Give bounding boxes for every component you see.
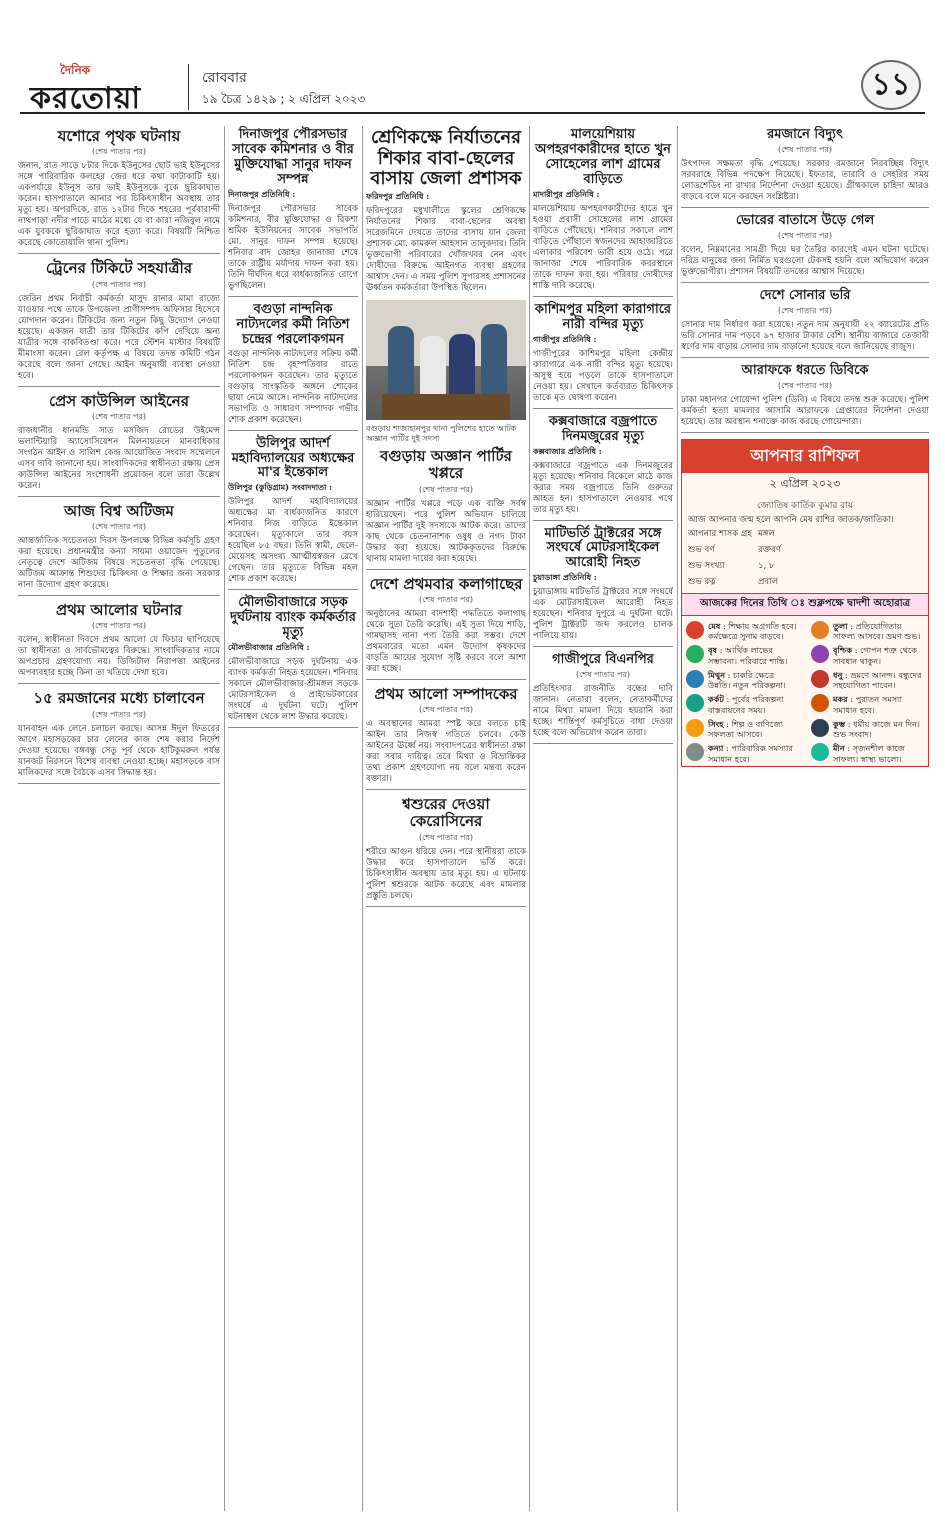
continued-note: (শেষ পাতার পর) bbox=[777, 144, 833, 154]
zodiac-reading: ধর্মীয় কাজে মন দিন। শুভ সংবাদ। bbox=[833, 718, 920, 739]
article-body: এ অবস্থানের আমরা স্পষ্ট করে বলতে চাই আইন তার নিজস্ব গতিতে চলবে। কেউ আইনের ঊর্ধ্বে নয়। সংবাদপত্রের স্বাধীনতা রক্ষা করা সবার দায়িত্ব। তবে মিথ্যা ও বিভ্রান্তিকর তথ্য প্রকাশ গ্রহণযোগ্য নয় বলে মন্তব্য করেন বক্তারা। bbox=[366, 719, 526, 785]
zodiac-icon bbox=[686, 621, 704, 639]
continued-note: (শেষ পাতার পর) bbox=[91, 279, 147, 289]
article-headline[interactable]: শ্বশুরের দেওয়া কেরোসিনের bbox=[402, 795, 490, 831]
zodiac-icon bbox=[811, 621, 829, 639]
horoscope-key: আপনার শাসক গ্রহ bbox=[688, 528, 752, 539]
column-1 bbox=[18, 126, 220, 1511]
article-rule bbox=[533, 646, 673, 647]
zodiac-entry bbox=[686, 670, 799, 691]
article[interactable] bbox=[681, 364, 929, 433]
zodiac-text: মীন : সৃজনশীল কাজে সাফল্য। স্বাস্থ্য ভালো। bbox=[833, 743, 905, 764]
zodiac-text: বৃশ্চিক : গোপন শত্রু থেকে সাবধান থাকুন। bbox=[833, 645, 918, 666]
continued-note: (শেষ পাতার পর) bbox=[575, 670, 631, 680]
article-body: বলেন, নিম্নমানের সামগ্রী দিয়ে ঘর তৈরির কারণেই এমন ঘটনা ঘটেছে। দরিদ্র মানুষের জন্য নির্মিত ঘরগুলো টেকসই হয়নি বলে অভিযোগ করেন ভুক্তভোগীরা। প্রশাসন বিষয়টি তদন্তের আশ্বাস দিয়েছে। bbox=[681, 244, 929, 277]
news-photo bbox=[366, 300, 526, 420]
article-headline[interactable]: ১৫ রমজানের মধ্যে চালাবেন bbox=[33, 689, 205, 708]
continued-note: (শেষ পাতার পর) bbox=[91, 411, 147, 421]
horoscope-value: মঙ্গল bbox=[758, 528, 775, 539]
zodiac-name: মকর bbox=[833, 694, 848, 705]
continued-note: (শেষ পাতার পর) bbox=[91, 709, 147, 719]
horoscope-key: শুভ সংখ্যা bbox=[688, 560, 725, 571]
zodiac-icon bbox=[686, 719, 704, 737]
article-byline: কক্সবাজার প্রতিনিধি : bbox=[533, 445, 602, 456]
article-headline[interactable]: কক্সবাজারে বজ্রপাতে দিনমজুরের মৃত্যু bbox=[548, 413, 658, 444]
masthead bbox=[20, 58, 925, 114]
column-4 bbox=[533, 126, 673, 1511]
continued-note: (শেষ পাতার পর) bbox=[418, 594, 474, 604]
column-5 bbox=[681, 126, 929, 1511]
column-divider bbox=[529, 126, 530, 1511]
page-number-badge: ১১ bbox=[861, 60, 921, 110]
article[interactable] bbox=[681, 214, 929, 283]
horoscope-value: রক্তবর্ণ bbox=[758, 544, 782, 555]
zodiac-icon bbox=[811, 719, 829, 737]
article[interactable] bbox=[228, 437, 358, 591]
zodiac-name: সিংহ bbox=[708, 718, 724, 729]
zodiac-entry bbox=[811, 670, 924, 691]
article-rule bbox=[228, 589, 358, 590]
article-headline[interactable]: মালয়েশিয়ায় অপহরণকারীদের হাতে খুন সোহেলের লাশ গ্রামের বাড়িতে bbox=[535, 127, 671, 187]
article[interactable] bbox=[366, 448, 526, 570]
article-headline[interactable]: প্রথম আলো সম্পাদকের bbox=[374, 684, 518, 703]
zodiac-entry bbox=[811, 694, 924, 715]
zodiac-entry bbox=[686, 743, 799, 764]
logo-name: করতোয়া bbox=[30, 81, 142, 116]
continued-note: (শেষ পাতার পর) bbox=[91, 147, 147, 157]
article-body: প্রতিহিংসার রাজনীতি বন্ধের দাবি জানান। নেতারা বলেন, নেতাকর্মীদের নামে মিথ্যা মামলা দিয়ে হয়রানি করা হচ্ছে। শান্তিপূর্ণ কর্মসূচিতে বাধা দেওয়া হচ্ছে বলে অভিযোগ করেন তারা। bbox=[533, 684, 673, 739]
article-headline[interactable]: মৌলভীবাজারে সড়ক দুর্ঘটনায় ব্যাংক কর্মকর্তার মৃত্যু bbox=[230, 595, 356, 641]
zodiac-entry bbox=[686, 694, 799, 715]
article-body: অনুষ্ঠানের আমরা বাদশাহী পদ্ধতিতে কলাগাছ থেকে সুতা তৈরি করেছি। এই সুতা দিয়ে শাড়ি, গামছাসহ নানা পণ্য তৈরি করা সম্ভব। দেশে প্রথমবারের মতো এমন উদ্যোগ কৃষকদের বাড়তি আয়ের সুযোগ সৃষ্টি করবে বলে আশা করা হচ্ছে। bbox=[366, 608, 526, 674]
horoscope-author: জ্যোতিষ কার্তিক কুমার রায় bbox=[756, 500, 854, 511]
article[interactable] bbox=[18, 393, 220, 497]
zodiac-icon bbox=[686, 670, 704, 688]
article-byline: গাজীপুর প্রতিনিধি : bbox=[533, 333, 597, 344]
article-rule bbox=[18, 253, 220, 254]
zodiac-text: বৃষ : আর্থিক লাভের সম্ভাবনা। পরিবারে শান্তি। bbox=[708, 645, 788, 666]
article-rule bbox=[681, 357, 929, 358]
article[interactable] bbox=[228, 128, 358, 297]
horoscope-date: ২ এপ্রিল ২০২৩ bbox=[769, 476, 841, 490]
horoscope-value: প্রবাল bbox=[758, 576, 779, 587]
zodiac-text: সিংহ : শিল্প ও বাণিজ্যে সফলতা আসবে। bbox=[708, 718, 784, 739]
article[interactable] bbox=[18, 128, 220, 254]
continued-note: (শেষ পাতার পর) bbox=[418, 832, 474, 842]
lead-byline: ফরিদপুর প্রতিনিধি : bbox=[366, 191, 430, 202]
photo-caption: বগুড়ায় শাজাহানপুর থানা পুলিশের হাতে আটক অজ্ঞান পার্টির দুই সদস্য bbox=[366, 424, 517, 444]
horoscope-key: শুভ বর্ণ bbox=[688, 544, 715, 555]
article[interactable] bbox=[18, 690, 220, 783]
zodiac-name: মেষ bbox=[708, 620, 721, 631]
article-rule bbox=[366, 789, 526, 790]
article-body: আন্তর্জাতিক সচেতনতা দিবস উপলক্ষে বিভিন্ন কর্মসূচি গ্রহণ করা হয়েছে। প্রধানমন্ত্রীর কন্যা সায়মা ওয়াজেদ পুতুলের নেতৃত্বে দেশে অটিজম বিষয়ে সচেতনতা বৃদ্ধি পেয়েছে। অটিজম আক্রান্ত শিশুদের চিকিৎসা ও শিক্ষার জন্য সরকার নানা উদ্যোগ গ্রহণ করেছে। bbox=[18, 536, 220, 590]
zodiac-icon bbox=[811, 694, 829, 712]
article-rule bbox=[533, 743, 673, 744]
article[interactable] bbox=[228, 596, 358, 728]
horoscope-key: শুভ রত্ন bbox=[688, 576, 716, 587]
article-headline[interactable]: আরাফকে ধরতে ডিবিকে bbox=[741, 362, 869, 378]
article-body: কক্সবাজারে বজ্রপাতে এক দিনমজুরের মৃত্যু হয়েছে। শনিবার বিকেলে মাঠে কাজ করার সময় বজ্রপাতে তিনি গুরুতর আহত হন। হাসপাতালে নেওয়ার পথে তার মৃত্যু হয়। bbox=[533, 460, 673, 515]
article-rule bbox=[228, 430, 358, 431]
article-headline[interactable]: রমজানে বিদ্যুৎ bbox=[767, 127, 843, 142]
horoscope-value: ১, ৮ bbox=[758, 560, 775, 571]
zodiac-entry bbox=[811, 719, 924, 740]
newspaper-logo[interactable] bbox=[30, 62, 180, 116]
zodiac-text: মিথুন : চাকরি ক্ষেত্রে উন্নতি। নতুন পরিকল্পনা। bbox=[708, 669, 786, 690]
article-rule bbox=[18, 496, 220, 497]
horoscope-row bbox=[682, 542, 928, 558]
zodiac-reading: শিক্ষায় অগ্রগতি হবে। কর্মক্ষেত্রে সুনাম বাড়বে। bbox=[708, 620, 797, 641]
horoscope-row bbox=[682, 574, 928, 590]
zodiac-entry bbox=[686, 645, 799, 666]
lead-body: ফরিদপুরের মধুখালীতে স্কুলের শ্রেণিকক্ষে নির্যাতনের শিকার বাবা-ছেলের অবস্থা সরেজমিনে দেখতে তাদের বাসায় যান জেলা প্রশাসক মো. কামরুল আহসান তালুকদার। তিনি ভুক্তভোগী পরিবারের খোঁজখবর নেন এবং দোষীদের বিরুদ্ধে আইনগত ব্যবস্থা গ্রহণের আশ্বাস দেন। এ সময় পুলিশ সুপারসহ প্রশাসনের ঊর্ধ্বতন কর্মকর্তারা উপস্থিত ছিলেন। bbox=[366, 206, 526, 294]
continued-note: (শেষ পাতার পর) bbox=[777, 230, 833, 240]
article-body: শরীরে আগুন ধরিয়ে দেন। পরে স্থানীয়রা তাকে উদ্ধার করে হাসপাতালে ভর্তি করে। চিকিৎসাধীন অবস্থায় তার মৃত্যু হয়। এ ঘটনায় পুলিশ শ্বশুরকে আটক করেছে এবং মামলার প্রস্তুতি চলছে। bbox=[366, 846, 526, 901]
article-body: জনান, রাত সাড়ে ৮টার দিকে ইউনুসের ছোট ভাই ইউনুসের সঙ্গে পারিবারিক কলহের জের ধরে কথা কাটাকাটি হয়। একপর্যায়ে ইউনুস তার ভাই ইউনুসকে বুকে ছুরিকাঘাত করেন। হাসপাতালে আনার পর চিকিৎসাধীন অবস্থায় তার মৃত্যু হয়। অপরদিকে, রাত ১২টার দিকে শহরের পূর্ববারান্দী নাথপাড়া নদীর পাড়ে মাঠের মধ্যে যে বা কারা নজিবুল নামে এক যুবককে ছুরিকাঘাত করে হত্যা করে। বিষয়টি নিশ্চিত করেছে কোতোয়ালি থানা পুলিশ। bbox=[18, 161, 220, 249]
zodiac-reading: চাকরি ক্ষেত্রে উন্নতি। নতুন পরিকল্পনা। bbox=[708, 669, 786, 690]
zodiac-entry bbox=[686, 719, 799, 740]
horoscope-header: আপনার রাশিফল bbox=[682, 440, 928, 473]
continued-note: (শেষ পাতার পর) bbox=[418, 484, 474, 494]
zodiac-icon bbox=[811, 743, 829, 761]
article-byline: মৌলভীবাজার প্রতিনিধি : bbox=[228, 642, 310, 653]
article-body: যানবাহন এক লেনে চলাচল করছে। আসন্ন ঈদুল ফিতরের আগে মহাসড়কের চার লেনের কাজ শেষ করার নির্দেশ দেওয়া হয়েছে। বঙ্গবন্ধু সেতু পূর্ব থেকে হাটিকুমরুল পর্যন্ত যানজট নিরসনে বিশেষ ব্যবস্থা নেওয়া হচ্ছে। মহাসড়কে বাস মালিকদের সঙ্গে বৈঠকে এসব সিদ্ধান্ত হয়। bbox=[18, 723, 220, 778]
continued-note: (শেষ পাতার পর) bbox=[777, 305, 833, 315]
zodiac-reading: সৃজনশীল কাজে সাফল্য। স্বাস্থ্য ভালো। bbox=[833, 743, 905, 764]
continued-note: (শেষ পাতার পর) bbox=[777, 380, 833, 390]
zodiac-text: কুম্ভ : ধর্মীয় কাজে মন দিন। শুভ সংবাদ। bbox=[833, 718, 920, 739]
article-body: রাজধানীর ধানমন্ডি সাত মসজিদ রোডের উইমেন্স ভলান্টিয়ারি অ্যাসোসিয়েশন মিলনায়তনে মানবাধিকার সংগঠন আইন ও সালিশ কেন্দ্র আয়োজিত সংবাদ সম্মেলনে এসব দাবি জানানো হয়। সাংবাদিকদের স্বাধীনতা রক্ষায় প্রেস কাউন্সিল আইনের সংশোধনী প্রয়োজন বলে তারা উল্লেখ করেন। bbox=[18, 425, 220, 491]
article-rule bbox=[18, 783, 220, 784]
article-rule bbox=[681, 432, 929, 433]
column-3 bbox=[366, 126, 526, 1511]
zodiac-entry bbox=[811, 645, 924, 666]
article[interactable] bbox=[366, 796, 526, 907]
zodiac-entry bbox=[811, 621, 924, 642]
article[interactable] bbox=[533, 527, 673, 648]
article-rule bbox=[366, 906, 526, 907]
zodiac-icon bbox=[686, 743, 704, 761]
masthead-day: রোববার bbox=[202, 70, 247, 86]
zodiac-text: ধনু : ভ্রমণে আনন্দ। বন্ধুদের সহযোগিতা পাবেন। bbox=[833, 669, 922, 690]
article[interactable] bbox=[18, 260, 220, 386]
zodiac-icon bbox=[686, 694, 704, 712]
article-body: বগুড়া নান্দনিক নাট্যদলের সক্রিয় কর্মী নিতিশ চন্দ্র বৃহস্পতিবার রাতে পরলোকগমন করেছেন। তার মৃত্যুতে বগুড়ার সাংস্কৃতিক অঙ্গনে শোকের ছায়া নেমে আসে। নান্দনিক নাট্যদলের সভাপতি ও সাধারণ সম্পাদক গভীর শোক প্রকাশ করেছেন। bbox=[228, 348, 358, 425]
zodiac-icon bbox=[811, 645, 829, 663]
horoscope-row bbox=[682, 526, 928, 542]
horoscope-intro: আজ আপনার জন্ম হলে আপনি মেষ রাশির জাতক/জাতিকা। bbox=[688, 514, 894, 525]
zodiac-icon bbox=[686, 645, 704, 663]
article-body: ঢাকা মহানগর গোয়েন্দা পুলিশ (ডিবি) এ বিষয়ে তদন্ত শুরু করেছে। পুলিশ কর্মকর্তা হত্যা মামলার আসামি আরাফকে গ্রেপ্তারের নির্দেশনা দেওয়া হয়েছে। তার অবস্থান শনাক্তে কাজ করছে গোয়েন্দারা। bbox=[681, 394, 929, 427]
article-rule bbox=[366, 679, 526, 680]
continued-note: (শেষ পাতার পর) bbox=[418, 705, 474, 715]
article-rule bbox=[228, 296, 358, 297]
zodiac-reading: পূর্বের পরিকল্পনা বাস্তবায়নের সময়। bbox=[708, 694, 784, 715]
article-byline: উলিপুর (কুড়িগ্রাম) সংবাদদাতা : bbox=[228, 482, 333, 493]
zodiac-text: মকর : পুরাতন সমস্যা সমাধান হবে। bbox=[833, 694, 902, 715]
column-divider bbox=[224, 126, 225, 1511]
article[interactable] bbox=[533, 303, 673, 409]
zodiac-reading: পারিবারিক সমস্যার সমাধান হবে। bbox=[708, 743, 793, 764]
zodiac-name: ধনু bbox=[833, 669, 843, 680]
zodiac-name: মিথুন bbox=[708, 669, 726, 680]
zodiac-entry bbox=[811, 743, 924, 764]
article-body: চুয়াডাঙ্গায় মাটিভর্তি ট্রাক্টরের সঙ্গে সংঘর্ষে এক মোটরসাইকেল আরোহী নিহত হয়েছেন। শনিবার দুপুরে এ দুর্ঘটনা ঘটে। পুলিশ ট্রাক্টরটি জব্দ করলেও চালক পালিয়ে যায়। bbox=[533, 587, 673, 642]
article[interactable] bbox=[681, 128, 929, 208]
zodiac-text: কন্যা : পারিবারিক সমস্যার সমাধান হবে। bbox=[708, 743, 793, 764]
zodiac-icon bbox=[811, 670, 829, 688]
article-rule bbox=[533, 520, 673, 521]
article-headline[interactable]: ভোরের বাতাসে উড়ে গেল bbox=[735, 212, 875, 228]
article-headline[interactable]: আজ বিশ্ব অটিজম bbox=[64, 501, 174, 520]
horoscope-box bbox=[681, 439, 929, 767]
article-body: জেরিন প্রথম নির্বাচী কর্মকর্তা মাসুদ রানার মামা রাজ্যে যাওয়ার পথে তাকে উপজেলা প্রাণীসম্পদ অফিসার হিসেবে যোগদান করেন। টিকিটের জন্য নতুন কিছু উদ্যোগ নেওয়া হয়েছে। একজন যাত্রী তার টিকিটের কপি দেখিয়ে অন্য যাত্রীর সঙ্গে বাকবিতণ্ডা করে। পরে স্টেশন মাস্টার বিষয়টি মীমাংসা করেন। রেল কর্তৃপক্ষ এ বিষয়ে তদন্ত কমিটি গঠন করেছে বলে জানা গেছে। আইন অনুযায়ী ব্যবস্থা নেওয়া হবে। bbox=[18, 293, 220, 381]
article-headline[interactable]: ট্রেনের টিকিটে সহযাত্রীর bbox=[45, 259, 193, 278]
lead-headline[interactable]: শ্রেণিকক্ষে নির্যাতনের শিকার বাবা-ছেলের বাসায় জেলা প্রশাসক bbox=[370, 127, 522, 190]
tithi-line: আজকের দিনের তিথি ঃ শুক্লপক্ষে দ্বাদশী অহোরাত্র bbox=[682, 593, 928, 616]
article-headline[interactable]: দেশে সোনার ভরি bbox=[759, 287, 851, 303]
article-rule bbox=[533, 296, 673, 297]
article-body: গাজীপুরের কাশিমপুর মহিলা কেন্দ্রীয় কারাগারে এক নারী বন্দির মৃত্যু হয়েছে। অসুস্থ হয়ে পড়লে তাকে হাসপাতালে নেওয়া হয়। সেখানে কর্তব্যরত চিকিৎসক তাকে মৃত ঘোষণা করেন। bbox=[533, 348, 673, 403]
article-rule bbox=[18, 595, 220, 596]
article-headline[interactable]: মাটিভর্তি ট্রাক্টরের সঙ্গে সংঘর্ষে মোটরসাইকেল আরোহী নিহত bbox=[544, 525, 662, 571]
article-body: অজ্ঞান পার্টির খপ্পরে পড়ে এক ব্যক্তি সর্বস্ব হারিয়েছেন। পরে পুলিশ অভিযান চালিয়ে অজ্ঞান পার্টির দুই সদস্যকে আটক করে। তাদের কাছ থেকে চেতনানাশক ওষুধ ও নগদ টাকা উদ্ধার করা হয়েছে। আটককৃতদের বিরুদ্ধে থানায় মামলা দায়ের করা হয়েছে। bbox=[366, 498, 526, 564]
zodiac-name: তুলা bbox=[833, 620, 848, 631]
article-body: সোনার দাম নির্ধারণ করা হয়েছে। নতুন দাম অনুযায়ী ২২ ক্যারেটের প্রতি ভরি সোনার দাম পড়বে ৯৭ হাজার টাকার বেশি। স্থানীয় বাজারে তেজাবী স্বর্ণের দাম বাড়ায় সোনার দাম বাড়ানো হয়েছে বলে জানিয়েছে বাজুস। bbox=[681, 319, 929, 352]
article-rule bbox=[533, 408, 673, 409]
article-headline[interactable]: দেশে প্রথমবার কলাগাছের bbox=[369, 574, 523, 593]
article-body: বলেন, স্বাধীনতা দিবসে প্রথম আলো যে ফিচার ছাপিয়েছে তা স্বাধীনতা ও সার্বভৌমত্বের বিরুদ্ধে। সাংবাদিকতার নামে অপপ্রচার গ্রহণযোগ্য নয়। ডিজিটাল নিরাপত্তা আইনের অপব্যবহার হচ্ছে কিনা তা খতিয়ে দেখা হবে। bbox=[18, 635, 220, 679]
masthead-divider bbox=[188, 64, 189, 110]
column-divider bbox=[362, 126, 363, 1511]
article[interactable] bbox=[18, 503, 220, 596]
article[interactable] bbox=[533, 653, 673, 744]
zodiac-name: বৃশ্চিক bbox=[833, 645, 853, 656]
zodiac-reading: পুরাতন সমস্যা সমাধান হবে। bbox=[833, 694, 902, 715]
column-divider bbox=[677, 126, 678, 1511]
article-headline[interactable]: দিনাজপুর পৌরসভার সাবেক কমিশনার ও বীর মুক্তিযোদ্ধা সানুর দাফন সম্পন্ন bbox=[232, 127, 354, 187]
article-rule bbox=[681, 282, 929, 283]
article-rule bbox=[18, 386, 220, 387]
article[interactable] bbox=[18, 602, 220, 684]
logo-prefix: দৈনিক bbox=[60, 63, 91, 77]
zodiac-reading: গোপন শত্রু থেকে সাবধান থাকুন। bbox=[833, 645, 918, 666]
zodiac-name: কন্যা bbox=[708, 743, 724, 754]
zodiac-name: কুম্ভ bbox=[833, 718, 846, 729]
zodiac-reading: আর্থিক লাভের সম্ভাবনা। পরিবারে শান্তি। bbox=[708, 645, 788, 666]
article[interactable] bbox=[681, 289, 929, 358]
column-2 bbox=[228, 126, 358, 1511]
zodiac-reading: ভ্রমণে আনন্দ। বন্ধুদের সহযোগিতা পাবেন। bbox=[833, 669, 922, 690]
article[interactable] bbox=[366, 576, 526, 680]
zodiac-name: মীন bbox=[833, 743, 845, 754]
article-byline: দিনাজপুর প্রতিনিধি : bbox=[228, 188, 296, 199]
zodiac-text: তুলা : প্রতিযোগিতায় সাফল্য আসবে। ভ্রমণ শুভ। bbox=[833, 620, 921, 641]
continued-note: (শেষ পাতার পর) bbox=[91, 621, 147, 631]
article[interactable] bbox=[533, 128, 673, 297]
article-headline[interactable]: বগুড়া নান্দনিক নাট্যদলের কর্মী নিতিশ চন্দ্রের পরলোকগমন bbox=[236, 301, 350, 347]
article-body: উৎপাদন সক্ষমতা বৃদ্ধি পেয়েছে। সরকার রমজানে নিরবচ্ছিন্ন বিদ্যুৎ সরবরাহে বিভিন্ন পদক্ষেপ নিয়েছে। ইফতার, তারাবি ও সেহরির সময় লোডশেডিং না রাখার নির্দেশনা দেওয়া হয়েছে। গ্রীষ্মকালে চাহিদা আরও বাড়বে বলে মনে করছেন সংশ্লিষ্টরা। bbox=[681, 158, 929, 202]
article-headline[interactable]: গাজীপুরে বিএনপির bbox=[552, 652, 654, 668]
article-body: দিনাজপুর পৌরসভার সাবেক কমিশনার, বীর মুক্তিযোদ্ধা ও রিকশা শ্রমিক ইউনিয়নের সাবেক সভাপতি মো. সানুর দাফন সম্পন্ন হয়েছে। শনিবার বাদ জোহর জানাজা শেষে তাকে রাষ্ট্রীয় মর্যাদায় দাফন করা হয়। তিনি দীর্ঘদিন ধরে বার্ধক্যজনিত রোগে ভুগছিলেন। bbox=[228, 203, 358, 291]
zodiac-reading: শিল্প ও বাণিজ্যে সফলতা আসবে। bbox=[708, 718, 784, 739]
article-byline: চুয়াডাঙ্গা প্রতিনিধি : bbox=[533, 572, 597, 583]
zodiac-name: কর্কট bbox=[708, 694, 724, 705]
article-rule bbox=[18, 683, 220, 684]
horoscope-row bbox=[682, 558, 928, 574]
article-headline[interactable]: যশোরে পৃথক ঘটনায় bbox=[57, 127, 181, 145]
article-body: মৌলভীবাজারে সড়ক দুর্ঘটনায় এক ব্যাংক কর্মকর্তা নিহত হয়েছেন। শনিবার সকালে মৌলভীবাজার-শ্রীমঙ্গল সড়কে মোটরসাইকেল ও প্রাইভেটকারের সংঘর্ষে এ দুর্ঘটনা ঘটে। পুলিশ ঘটনাস্থল থেকে লাশ উদ্ধার করেছে। bbox=[228, 657, 358, 723]
article-rule bbox=[681, 207, 929, 208]
zodiac-text: কর্কট : পূর্বের পরিকল্পনা বাস্তবায়নের সময়। bbox=[708, 694, 784, 715]
zodiac-reading: প্রতিযোগিতায় সাফল্য আসবে। ভ্রমণ শুভ। bbox=[833, 620, 921, 641]
article-headline[interactable]: কাশিমপুর মহিলা কারাগারে নারী বন্দির মৃত্যু bbox=[534, 301, 672, 332]
zodiac-name: বৃষ bbox=[708, 645, 718, 656]
article-body: উলিপুর আদর্শ মহাবিদ্যালয়ের অধ্যক্ষের মা বার্ধক্যজনিত কারণে শনিবার নিজ বাড়িতে ইন্তেকাল করেছেন। মৃত্যুকালে তার বয়স হয়েছিল ৮৫ বছর। তিনি স্বামী, ছেলে-মেয়েসহ অসংখ্য আত্মীয়স্বজন রেখে গেছেন। তার মৃত্যুতে বিভিন্ন মহল শোক প্রকাশ করেছে। bbox=[228, 497, 358, 585]
article[interactable] bbox=[533, 415, 673, 521]
article-body: মালয়েশিয়ায় অপহরণকারীদের হাতে খুন হওয়া প্রবাসী সোহেলের লাশ গ্রামের বাড়িতে পৌঁছেছে। শনিবার সকালে লাশ বাড়িতে পৌঁছালে স্বজনদের আহাজারিতে এলাকার পরিবেশ ভারী হয়ে ওঠে। পরে জানাজা শেষে পারিবারিক কবরস্থানে তাকে দাফন করা হয়। পরিবার দোষীদের শাস্তি দাবি করেছে। bbox=[533, 203, 673, 291]
article[interactable] bbox=[366, 686, 526, 790]
article-rule bbox=[366, 569, 526, 570]
article-headline[interactable]: বগুড়ায় অজ্ঞান পার্টির খপ্পরে bbox=[380, 447, 512, 483]
lead-article[interactable] bbox=[366, 128, 526, 294]
article-headline[interactable]: উলিপুর আদর্শ মহাবিদ্যালয়ের অধ্যক্ষের মা'র ইন্তেকাল bbox=[231, 435, 355, 481]
masthead-date: ১৯ চৈত্র ১৪২৯ ; ২ এপ্রিল ২০২৩ bbox=[202, 92, 366, 106]
article-headline[interactable]: প্রথম আলোর ঘটনার bbox=[56, 601, 182, 619]
article-byline: মাদারীপুর প্রতিনিধি : bbox=[533, 188, 600, 199]
article-rule bbox=[228, 727, 358, 728]
article[interactable] bbox=[228, 303, 358, 431]
article-headline[interactable]: প্রেস কাউন্সিল আইনের bbox=[49, 391, 189, 410]
continued-note: (শেষ পাতার পর) bbox=[91, 522, 147, 531]
zodiac-text: মেষ : শিক্ষায় অগ্রগতি হবে। কর্মক্ষেত্রে সুনাম বাড়বে। bbox=[708, 620, 797, 641]
zodiac-entry bbox=[686, 621, 799, 642]
